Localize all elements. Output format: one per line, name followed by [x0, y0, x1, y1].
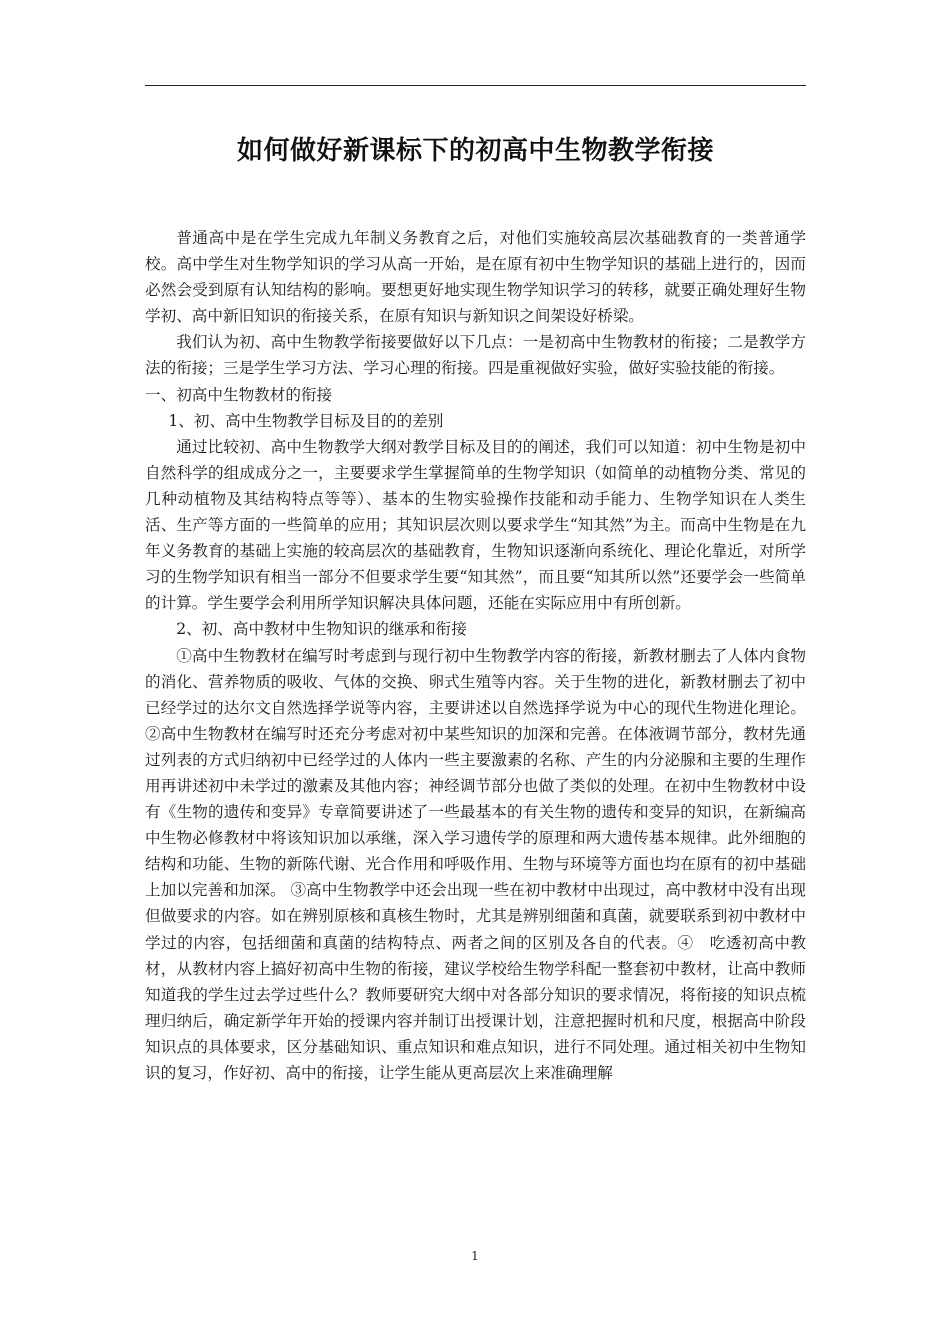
- subsection-heading: 1、初、高中生物教学目标及目的的差别: [168, 411, 444, 430]
- header-rule: [145, 85, 806, 86]
- paragraph-overview: 我们认为初、高中生物教学衔接要做好以下几点：一是初高中生物教材的衔接；二是教学方法的衔接；三是学生学习方法、学习心理的衔接。四是重视做好实验，做好实验技能的衔接。: [145, 333, 806, 378]
- paragraph-intro: 普通高中是在学生完成九年制义务教育之后，对他们实施较高层次基础教育的一类普通学校。高中学生对生物学知识的学习从高一开始，是在原有初中生物学知识的基础上进行的，因而必然会受到原有认知结构的影响。要想更好地实现生物学知识学习的转移，就要正确处理好生物学初、高中新旧知识的衔接关系，在原有知识与新知识之间架设好桥梁。: [145, 229, 806, 326]
- paragraph-objectives: 通过比较初、高中生物教学大纲对教学目标及目的的阐述，我们可以知道：初中生物是初中自然科学的组成成分之一，主要要求学生掌握简单的生物学知识（如简单的动植物分类、常见的几种动植物及其结构特点等等）、基本的生物实验操作技能和动手能力、生物学知识在人类生活、生产等方面的一些简单的应用；其知识层次则以要求学生“知其然”为主。而高中生物是在九年义务教育的基础上实施的较高层次的基础教育，生物知识逐渐向系统化、理论化靠近，对所学习的生物学知识有相当一部分不但要求学生要“知其然”，而且要“知其所以然”还要学会一些简单的计算。学生要学会利用所学知识解决具体问题，还能在实际应用中有所创新。: [145, 437, 806, 613]
- document-title: 如何做好新课标下的初高中生物教学衔接: [236, 135, 714, 165]
- paragraph-continuity: ①高中生物教材在编写时考虑到与现行初中生物教学内容的衔接，新教材删去了人体内食物的消化、营养物质的吸收、气体的交换、卵式生殖等内容。关于生物的进化，新教材删去了初中已经学过的达尔文自然选择学说等内容，主要讲述以自然选择学说为中心的现代生物进化理论。②高中生物教材在编写时还充分考虑对初中某些知识的加深和完善。在体液调节部分，教材先通过列表的方式归纳初中已经学过的人体内一些主要激素的名称、产生的内分泌腺和主要的生理作用再讲述初中未学过的激素及其他内容；神经调节部分也做了类似的处理。在初中生物教材中设有《生物的遗传和变异》专章简要讲述了一些最基本的有关生物的遗传和变异的知识，在新编高中生物必修教材中将该知识加以承继，深入学习遗传学的原理和两大遗传基本规律。此外细胞的结构和功能、生物的新陈代谢、光合作用和呼吸作用、生物与环境等方面也均在原有的初中基础上加以完善和加深。 ③高中生物教学中还会出现一些在初中教材中出现过，高中教材中没有出现但做要求的内容。如在辨别原核和真核生物时，尤其是辨别细菌和真菌，就要联系到初中教材中学过的内容，包括细菌和真菌的结构特点、两者之间的区别及各自的代表。④ 吃透初高中教材，从教材内容上搞好初高中生物的衔接，建议学校给生物学科配一整套初中教材，让高中教师知道我的学生过去学过些什么？教师要研究大纲中对各部分知识的要求情况，将衔接的知识点梳理归纳后，确定新学年开始的授课内容并制订出授课计划，注意把握时机和尺度，根据高中阶段知识点的具体要求，区分基础知识、重点知识和难点知识，进行不同处理。通过相关初中生物知识的复习，作好初、高中的衔接，让学生能从更高层次上来准确理解: [145, 646, 806, 1082]
- page-number: 1: [471, 1249, 479, 1263]
- subsection-heading: 2、初、高中教材中生物知识的继承和衔接: [176, 620, 467, 639]
- section-heading: 一、初高中生物教材的衔接: [145, 385, 333, 404]
- document-body: [145, 225, 806, 1086]
